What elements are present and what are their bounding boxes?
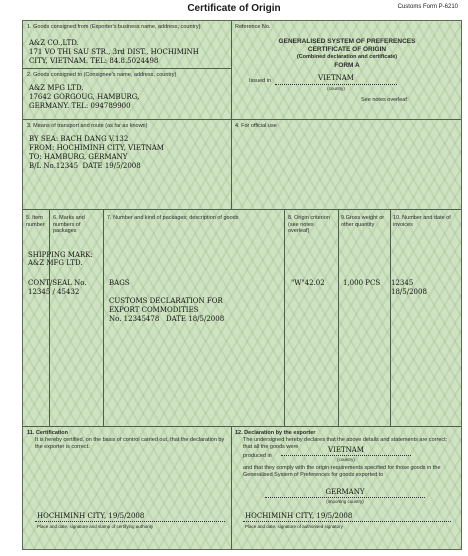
shipping-mark-value: A&Z MFG LTD. — [28, 259, 83, 267]
divider-bottom — [231, 426, 232, 550]
transport-line-3: TO: HAMBURG, GERMANY — [29, 153, 128, 161]
issued-in-label: Issued in — [249, 78, 272, 84]
country-caption: (country) — [327, 86, 345, 91]
gross-quantity-value: 1,000 PCS — [343, 279, 381, 287]
certification-text: It is hereby certified, on the basis of control carried out, that the declaration by the exporter is correct. — [35, 437, 225, 450]
col-divider-5 — [49, 209, 50, 426]
importing-country-caption: (importing country) — [326, 499, 364, 504]
cont-seal-label: CONT/SEAL No. — [28, 279, 87, 287]
issued-in-dotline — [275, 84, 397, 85]
importing-country: GERMANY — [325, 488, 365, 496]
shipping-mark-label: SHIPPING MARK: — [28, 251, 93, 259]
exporter-line-3: CITY, VIETNAM. TEL: 84.8.5024498 — [29, 57, 159, 65]
divider-box3 — [23, 209, 461, 210]
produced-in-country: VIETNAM — [328, 446, 364, 454]
col-divider-7 — [284, 209, 285, 426]
divider-box1 — [23, 68, 231, 69]
divider-box2 — [23, 119, 461, 120]
declaration-place-date: HOCHIMINH CITY, 19/5/2008 — [245, 512, 353, 520]
invoice-number: 12345 — [391, 279, 414, 287]
issued-in-country: VIETNAM — [318, 74, 354, 82]
declaration-caption: Place and date, signature of authorised signatory — [245, 524, 343, 529]
declaration-text-1: The undersigned hereby declares that the above details and statements are correct; that all the goods were — [243, 437, 448, 450]
produced-in-dotline — [281, 455, 411, 456]
declaration-dotline — [243, 521, 451, 522]
origin-criterion-value: "W"42.02 — [291, 279, 325, 287]
combined-declaration: (Combined declaration and certificate) — [296, 54, 398, 60]
col-gross-weight: 9.Gross weight or other quantity — [341, 215, 385, 228]
col-divider-9 — [390, 209, 391, 426]
box4-label: 4. For official use — [235, 123, 277, 129]
invoice-date: 18/5/2008 — [391, 288, 427, 296]
col-invoice: 10. Number and date of invoices — [393, 215, 451, 228]
declaration-text-2: and that they comply with the origin requirements specified for those goods in the Generalised System of Preferences for goods exported to — [243, 465, 441, 478]
reference-label: Reference No. — [235, 24, 271, 30]
transport-line-4: B/L No.12345 DATE 19/5/2008 — [29, 162, 141, 170]
box1-label: 1. Goods consigned from (Exporter's business name, address, country) — [27, 24, 201, 30]
cert-of-origin-title: CERTIFICATE OF ORIGIN — [307, 46, 387, 53]
certification-caption: Place and date, signature and stamp of certifying authority — [37, 524, 154, 529]
consignee-line-1: A&Z MFG LTD. — [29, 84, 84, 92]
see-notes-overleaf: See notes overleaf — [361, 97, 407, 103]
col-divider-8 — [338, 209, 339, 426]
goods-kind: BAGS — [109, 279, 130, 287]
gsp-title: GENERALISED SYSTEM OF PREFERENCES — [278, 38, 416, 45]
box11-label: 11. Certification — [27, 430, 68, 436]
cont-seal-value: 12345 / 45432 — [28, 288, 80, 296]
col-description: 7. Number and kind of packages; description of goods — [107, 215, 239, 221]
box2-label: 2. Goods consigned to (Consignee's name, address, country) — [27, 72, 177, 78]
customs-declaration-line-1: CUSTOMS DECLARATION FOR — [109, 297, 223, 305]
certification-place-date: HOCHIMINH CITY, 19/5/2008 — [37, 512, 145, 520]
divider-goods — [23, 426, 461, 427]
box12-label: 12. Declaration by the exporter — [235, 430, 316, 436]
certificate-form — [22, 20, 462, 550]
col-item-number: 5. Item number — [26, 215, 45, 228]
customs-declaration-line-2: EXPORT COMMODITIES — [109, 306, 199, 314]
exporter-line-1: A&Z CO.,LTD. — [29, 39, 79, 47]
transport-line-2: FROM: HOCHIMINH CITY, VIETNAM — [29, 144, 164, 152]
certification-dotline — [35, 521, 225, 522]
consignee-line-3: GERMANY. TEL: 094789900 — [29, 102, 131, 110]
col-divider-6 — [103, 209, 104, 426]
exporter-line-2: 171 VO THI SAU STR., 3rd DIST., HOCHIMINH — [29, 48, 199, 56]
produced-country-caption: (country) — [337, 457, 355, 462]
col-origin-criterion: 8. Origin criterion (see notes overleaf) — [288, 215, 330, 234]
box3-label: 3. Means of transport and route (as far as known) — [27, 123, 148, 129]
divider-left-right — [231, 21, 232, 209]
col-marks-numbers: 6. Marks and numbers of packages — [53, 215, 85, 234]
importing-dotline — [265, 497, 425, 498]
certificate-title: Certificate of Origin — [187, 3, 281, 14]
customs-declaration-line-3: No. 12345478 DATE 18/5/2008 — [109, 315, 225, 323]
transport-line-1: BY SEA: BACH DANG V.132 — [29, 135, 129, 143]
form-code: Customs Form P-6210 — [397, 4, 458, 10]
produced-in-label: produced in — [243, 453, 272, 459]
form-a-label: FORM A — [334, 62, 360, 69]
consignee-line-2: 17642 GORGOUG, HAMBURG, — [29, 93, 140, 101]
